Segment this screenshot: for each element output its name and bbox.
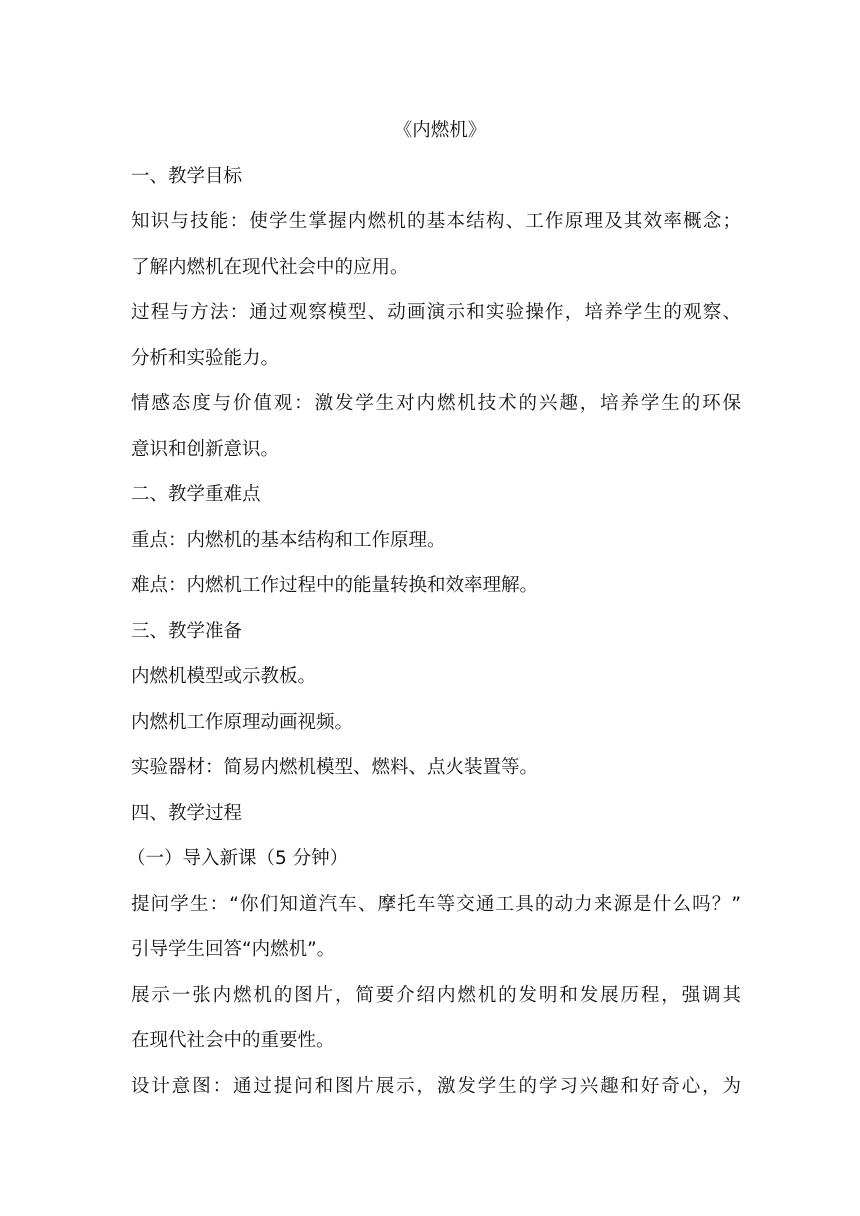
subsection-heading: （一）导入新课（5 分钟） — [127, 848, 349, 869]
section-heading-process: 四、教学过程 — [131, 802, 243, 824]
paragraph-line: 了解内燃机在现代社会中的应用。 — [131, 256, 409, 278]
paragraph-line: 过程与方法：通过观察模型、动画演示和实验操作，培养学生的观察、 — [131, 302, 741, 323]
section-heading-key-points: 二、教学重难点 — [131, 484, 261, 505]
paragraph-line: 分析和实验能力。 — [131, 347, 280, 369]
paragraph-line: 内燃机模型或示教板。 — [131, 666, 317, 687]
paragraph-line: 知识与技能：使学生掌握内燃机的基本结构、工作原理及其效率概念； — [131, 211, 741, 232]
paragraph-line: 在现代社会中的重要性。 — [131, 1030, 335, 1051]
paragraph-line: 提问学生：“你们知道汽车、摩托车等交通工具的动力来源是什么吗？” — [131, 893, 741, 915]
paragraph-line: 内燃机工作原理动画视频。 — [131, 711, 354, 733]
document-title: 《内燃机》 — [393, 120, 487, 141]
paragraph-line: 展示一张内燃机的图片，简要介绍内燃机的发明和发展历程，强调其 — [131, 984, 741, 1006]
section-heading-objectives: 一、教学目标 — [131, 165, 243, 187]
paragraph-line: 情感态度与价值观：激发学生对内燃机技术的兴趣，培养学生的环保 — [131, 393, 741, 414]
paragraph-line: 难点：内燃机工作过程中的能量转换和效率理解。 — [131, 575, 539, 596]
document-body — [127, 108, 741, 1109]
paragraph-line: 设计意图：通过提问和图片展示，激发学生的学习兴趣和好奇心，为 — [131, 1075, 741, 1097]
paragraph-line: 实验器材：简易内燃机模型、燃料、点火装置等。 — [131, 757, 539, 778]
paragraph-line: 引导学生回答“内燃机”。 — [131, 939, 336, 960]
section-heading-preparation: 三、教学准备 — [131, 620, 243, 642]
paragraph-line: 意识和创新意识。 — [131, 438, 280, 460]
paragraph-line: 重点：内燃机的基本结构和工作原理。 — [131, 529, 446, 551]
